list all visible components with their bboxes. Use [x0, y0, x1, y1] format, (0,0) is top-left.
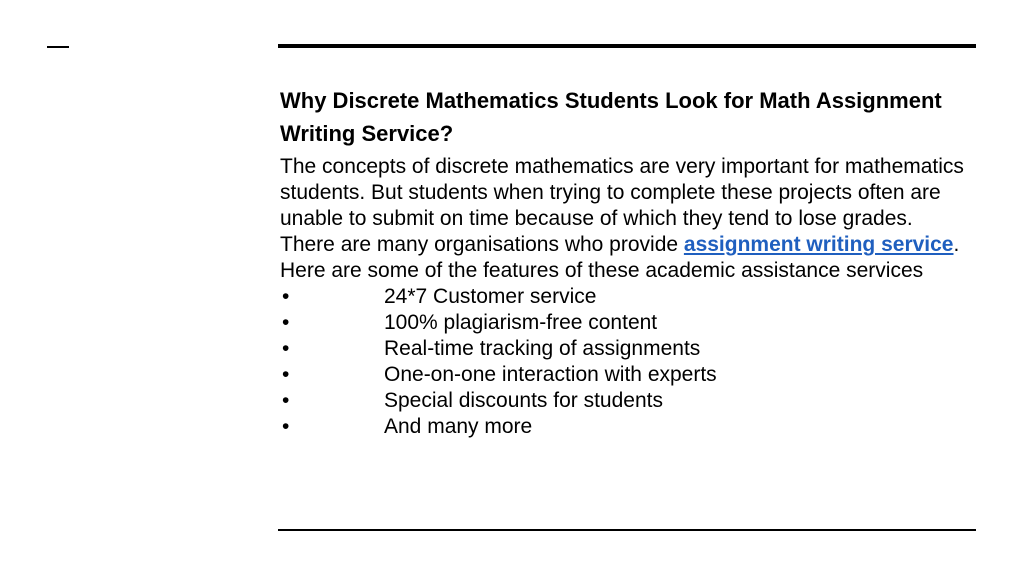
list-item	[280, 310, 970, 336]
bottom-divider	[278, 529, 976, 531]
corner-dash-decoration	[47, 46, 69, 48]
list-item	[280, 388, 970, 414]
list-item-text: Real-time tracking of assignments	[384, 337, 701, 360]
intro-paragraph	[280, 154, 970, 284]
bullet-icon: •	[282, 389, 290, 412]
bullet-icon: •	[282, 337, 290, 360]
list-item	[280, 362, 970, 388]
intro-text: The concepts of discrete mathematics are very important for mathematics students. But students when trying to complete these projects often are unable to submit on time because of which they tend to lose grades. There are many organisations who provide	[280, 155, 964, 256]
list-item	[280, 284, 970, 310]
list-item	[280, 414, 970, 440]
list-item-text: Special discounts for students	[384, 389, 663, 412]
bullet-icon: •	[282, 285, 290, 308]
list-item-text: And many more	[384, 415, 533, 438]
features-list	[280, 284, 970, 440]
slide-heading: Why Discrete Mathematics Students Look for Math Assignment Writing Service?	[280, 88, 942, 146]
bullet-icon: •	[282, 415, 290, 438]
bullet-icon: •	[282, 363, 290, 386]
list-item-text: 24*7 Customer service	[384, 285, 597, 308]
features-intro: Here are some of the features of these academic assistance services	[280, 259, 924, 282]
slide-content	[280, 84, 970, 440]
list-item-text: 100% plagiarism-free content	[384, 311, 658, 334]
list-item-text: One-on-one interaction with experts	[384, 363, 717, 386]
intro-text-end: .	[953, 233, 960, 256]
bullet-icon: •	[282, 311, 290, 334]
assignment-writing-service-link[interactable]: assignment writing service	[683, 233, 954, 256]
list-item	[280, 336, 970, 362]
top-divider	[278, 44, 976, 48]
